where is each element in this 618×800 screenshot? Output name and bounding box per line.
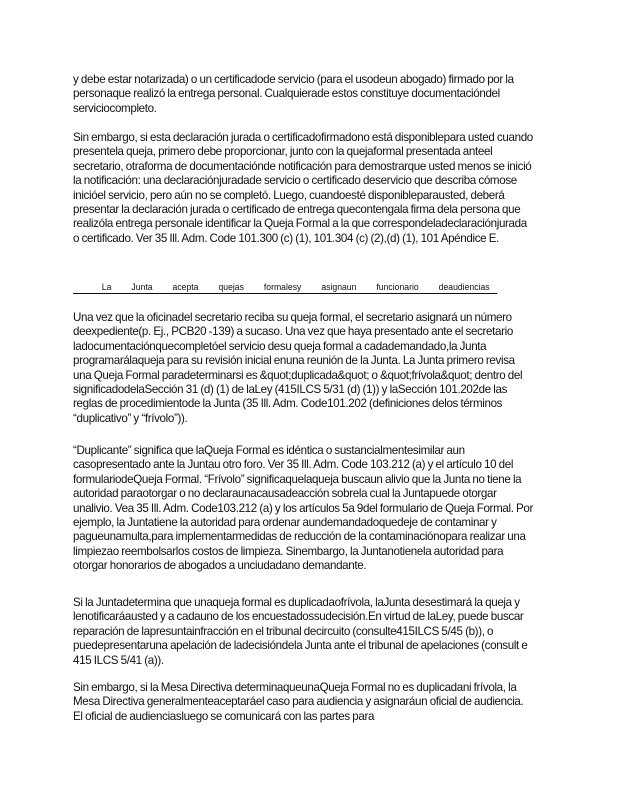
heading-word: quejas bbox=[218, 282, 244, 292]
heading-word: funcionario bbox=[376, 282, 419, 292]
heading-word: Junta bbox=[131, 282, 153, 292]
paragraph-initial-review: Una vez que la oficinadel secretario reciba su queja formal, el secretario asignará un número deexpediente(p. Ej., PCB20 -139) a sucaso. Una vez que haya presentado ante el secretario ladocumentaciónquecompletóel servicio desu queja formal a cadademandado,la Junta programarálaqueja para su revisión inicial enuna reunión de la Junta. La Junta primero revisa una Queja Formal paradeterminarsi es &quot;duplicada&quot; o &quot;frívola&quot; dentro del significadodelaSección 31 (d) (1) de laLey (415ILCS 5/31 (d) (1)) y laSección 101.202de las reglas de procedimientode la Junta (35 Ill. Adm. Code101.202 (definiciones delos términos “duplicativo” y “frívolo”)). bbox=[73, 311, 523, 425]
heading-word: La bbox=[101, 282, 112, 292]
heading-word: formalesy bbox=[263, 282, 302, 292]
paragraph-dismissal: Si la Juntadetermina que unaqueja formal es duplicadaofrívola, laJunta desestimará la queja y lenotificaráausted y a cadauno de los encuestadossudecisión.En virtud de laLey, puede buscar reparación de lapresuntainfracción en el tribunal decircuito (consulte415ILCS 5/45 (b)), o puedepresentaruna apelación de ladecisióndela Junta ante el tribunal de apelaciones (consult e 415 ILCS 5/41 (a)). bbox=[73, 596, 528, 667]
heading-word: deaudiencias bbox=[438, 282, 490, 292]
paragraph-acceptance: Sin embargo, si la Mesa Directiva determinaqueunaQueja Formal no es duplicadani frívola, la Mesa Directiva generalmenteaceptaráel caso para audiencia y asignaráun oficial de audiencia. El oficial de audienciasluego se comunicará con las partes para bbox=[73, 681, 524, 723]
heading-word: asignaun bbox=[321, 282, 357, 292]
heading-word: acepta bbox=[172, 282, 199, 292]
paragraph-duplicative-frivolous: “Duplicante” significa que laQueja Formal es idéntica o sustancialmentesimilar aun casopresentado ante la Juntau otro foro. Ver 35 Ill. Adm. Code 103.212 (a) y el artículo 10 del formulariodeQueja Formal. “Frívolo” significaquelaqueja buscaun alivio que la Junta no tiene la autoridad paraotorgar o no declaraunacausadeacción sobrela cual la Juntapuede otorgar unalivio. Vea 35 Ill. Adm. Code103.212 (a) y los artículos 5a 9del formulario de Queja Formal. Por ejemplo, la Juntatiene la autoridad para ordenar aundemandadoquedeje de contaminar y pagueunamulta,para implementarmedidas de reducción de la contaminaciónopara realizar una limpiezao reembolsarlos costos de limpieza. Sinembargo, la Juntanotienela autoridad para otorgar honorarios de abogados a unciudadano demandante. bbox=[73, 444, 534, 573]
paragraph-sworn-declaration: Sin embargo, si esta declaración jurada o certificadofirmadono está disponiblepara usted cuando presentela queja, primero debe proporcionar, junto con la quejaformal presentada anteel secretario, otraforma de documentaciónde notificación para demostrarque usted menos se inició la notificación: una declaraciónjuradade servicio o certificado deservicio que describa cómose inicióel servicio, pero aún no se completó. Luego, cuandoesté disponibleparausted, deberá presentar la declaración jurada o certificado de entrega quecontengala firma dela persona que realizóla entrega personale identificar la Queja Formal a la que correspondeladeclaraciónjurada o certificado. Ver 35 Ill. Adm. Code 101.300 (c) (1), 101.304 (c) (2),(d) (1), 101 Apéndice E. bbox=[73, 131, 533, 245]
paragraph-service-certificate: y debe estar notarizada) o un certificadode servicio (para el usodeun abogado) firmado por la personaque realizó la entrega personal. Cualquierade estos constituye documentacióndel serviciocompleto. bbox=[73, 73, 514, 115]
section-heading bbox=[73, 281, 497, 294]
